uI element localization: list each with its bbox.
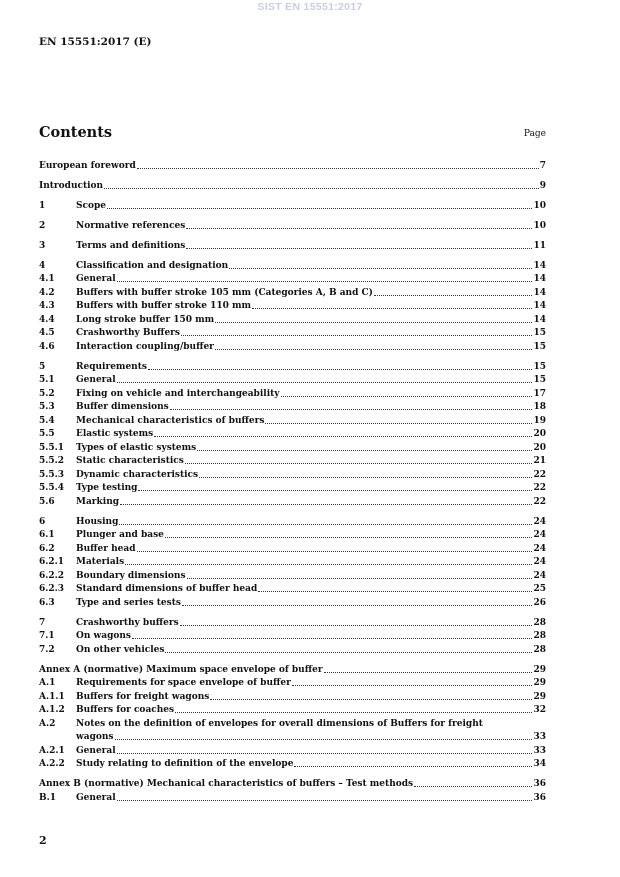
toc-entry-title: Buffer dimensions (76, 402, 169, 412)
toc-entry[interactable] (39, 258, 546, 272)
toc-entry-title: Fixing on vehicle and interchangeability (76, 388, 280, 399)
toc-entry-number: 6.2 (39, 543, 55, 554)
toc-leader-dots (117, 800, 533, 801)
toc-leader-dots (374, 295, 533, 296)
toc-entry-number: 6.1 (39, 530, 55, 540)
toc-entry-title: Long stroke buffer 150 mm (76, 314, 215, 325)
toc-entry-page: 15 (533, 375, 546, 385)
toc-entry-title: Type and series tests (76, 597, 181, 608)
toc-entry-page: 24 (533, 543, 546, 554)
toc-entry[interactable] (39, 676, 546, 690)
toc-entry-page: 18 (533, 402, 546, 412)
toc-leader-dots (258, 591, 532, 592)
toc-entry-number: 5.5.3 (39, 469, 65, 480)
toc-leader-dots (137, 168, 539, 169)
toc-entry-title: Mechanical characteristics of buffers (76, 415, 265, 426)
toc-leader-dots (292, 685, 533, 686)
toc-entry-number: 5.5.4 (39, 483, 65, 493)
toc-entry[interactable] (39, 467, 546, 481)
toc-entry[interactable] (39, 413, 546, 427)
toc-leader-dots (137, 551, 533, 552)
toc-entry-page: 28 (533, 631, 546, 641)
toc-entry-page: 14 (533, 301, 546, 311)
toc-entry[interactable] (39, 595, 546, 609)
toc-leader-dots (182, 605, 533, 606)
toc-entry-title: Notes on the definition of envelopes for overall dimensions of Buffers for freight (76, 718, 483, 729)
toc-entry[interactable] (39, 528, 546, 542)
toc-entry-page: 15 (533, 361, 546, 372)
toc-entry-number: 1 (39, 200, 46, 211)
document-id: EN 15551:2017 (E) (39, 36, 152, 48)
toc-leader-dots (210, 699, 532, 700)
toc-entry-page: 24 (533, 516, 546, 527)
toc-entry-page: 19 (533, 415, 546, 426)
toc-entry[interactable] (39, 716, 546, 730)
toc-entry-page: 26 (533, 597, 546, 608)
toc-entry-title: Elastic systems (76, 429, 154, 439)
toc-entry-title: Introduction (39, 180, 104, 191)
toc-entry[interactable] (39, 757, 546, 771)
toc-entry-title: Static characteristics (76, 456, 184, 466)
toc-entry-page: 29 (533, 678, 546, 688)
toc-entry-page: 25 (533, 584, 546, 594)
toc-entry-page: 29 (533, 664, 546, 675)
toc-entry-number: B.1 (39, 792, 57, 803)
toc-leader-dots (175, 712, 532, 713)
toc-leader-dots (186, 248, 532, 249)
toc-entry-number: 6.2.1 (39, 557, 65, 567)
toc-leader-dots (125, 564, 532, 565)
toc-entry-page: 29 (533, 691, 546, 702)
toc-leader-dots (107, 208, 532, 209)
toc-leader-dots (138, 490, 532, 491)
toc-entry-page: 36 (533, 792, 546, 803)
toc-entry-number: 4.2 (39, 287, 55, 298)
toc-entry-number: 4.4 (39, 314, 55, 325)
toc-entry-title: General (76, 274, 116, 284)
toc-leader-dots (117, 753, 533, 754)
toc-entry[interactable] (39, 454, 546, 468)
toc-entry-number: 6.2.3 (39, 584, 65, 594)
toc-entry-number: 4 (39, 260, 46, 271)
toc-entry-title: Requirements for space envelope of buffer (76, 678, 291, 688)
toc-entry-page: 33 (533, 745, 546, 756)
toc-entry-page: 10 (533, 200, 546, 211)
toc-entry[interactable] (39, 427, 546, 441)
toc-leader-dots (117, 382, 533, 383)
page-number: 2 (39, 834, 47, 847)
toc-entry-page: 24 (533, 530, 546, 540)
toc-leader-dots (185, 463, 533, 464)
toc-entry[interactable] (39, 642, 546, 656)
toc-entry-number: A.1.2 (39, 705, 65, 715)
toc-entry-page: 14 (533, 274, 546, 284)
toc-entry-page: 11 (533, 240, 546, 251)
page-column-label: Page (523, 129, 546, 139)
toc-entry-page: 10 (533, 220, 546, 231)
toc-entry-title: General (76, 375, 116, 385)
toc-leader-dots (294, 766, 532, 767)
toc-entry-number: 6.2.2 (39, 570, 65, 581)
toc-entry-number: 3 (39, 240, 46, 251)
toc-entry-number: 4.5 (39, 328, 55, 338)
toc-entry[interactable] (39, 494, 546, 508)
toc-leader-dots (197, 450, 532, 451)
contents-heading: Contents (39, 124, 113, 141)
toc-entry-title: General (76, 745, 116, 756)
toc-entry-page: 21 (533, 456, 546, 466)
toc-entry-title: Buffer head (76, 543, 136, 554)
watermark: SIST EN 15551:2017 (257, 1, 363, 13)
toc-entry-page: 22 (533, 483, 546, 493)
toc-entry-page: 22 (533, 469, 546, 480)
toc-entry[interactable] (39, 312, 546, 326)
toc-leader-dots (252, 308, 532, 309)
toc-entry-number: A.2.2 (39, 759, 65, 769)
toc-entry-title: Crashworthy Buffers (76, 328, 180, 338)
toc-leader-dots (154, 436, 532, 437)
toc-entry-page: 32 (533, 705, 546, 715)
toc-entry[interactable] (39, 689, 546, 703)
toc-leader-dots (186, 228, 532, 229)
toc-entry-number: 4.3 (39, 301, 55, 311)
toc-entry-title: Buffers for coaches (76, 705, 175, 715)
toc-entry-title: Crashworthy buffers (76, 617, 179, 628)
toc-leader-dots (117, 281, 533, 282)
toc-leader-dots (180, 625, 533, 626)
toc-entry[interactable] (39, 400, 546, 414)
toc-leader-dots (281, 396, 533, 397)
toc-entry-page: 22 (533, 496, 546, 507)
toc-entry-number: A.2 (39, 718, 56, 729)
toc-entry-title: Terms and definitions (76, 240, 186, 251)
toc-entry-title: Requirements (76, 361, 147, 372)
toc-entry[interactable] (39, 662, 546, 676)
toc-entry[interactable] (39, 326, 546, 340)
toc-leader-dots (148, 369, 533, 370)
toc-entry-page: 14 (533, 260, 546, 271)
toc-entry-number: 5.1 (39, 375, 55, 385)
toc-entry-page: 7 (539, 160, 546, 171)
toc-entry[interactable] (39, 582, 546, 596)
toc-entry[interactable] (39, 514, 546, 528)
toc-entry-title: Buffers for freight wagons (76, 691, 210, 702)
toc-entry-page: 24 (533, 557, 546, 567)
toc-leader-dots (181, 335, 532, 336)
toc-entry-number: 7.1 (39, 631, 55, 641)
toc-entry-number: 5.6 (39, 496, 55, 507)
toc-entry-title: Normative references (76, 220, 186, 231)
toc-leader-dots (132, 638, 532, 639)
toc-entry-number: 5 (39, 361, 46, 372)
toc-entry[interactable] (39, 299, 546, 313)
toc-entry-title: Classification and designation (76, 260, 229, 271)
toc-entry-page: 17 (533, 388, 546, 399)
toc-entry[interactable] (39, 568, 546, 582)
toc-entry-number: 7 (39, 617, 46, 628)
toc-entry[interactable] (39, 615, 546, 629)
toc-entry-title: Study relating to definition of the envelope (76, 759, 294, 769)
toc-leader-dots (119, 524, 532, 525)
toc-entry-title: Buffers with buffer stroke 105 mm (Categories A, B and C) (76, 287, 373, 298)
toc-entry-number: 5.4 (39, 415, 55, 426)
toc-entry-title: Buffers with buffer stroke 110 mm (76, 301, 252, 311)
toc-entry[interactable] (39, 373, 546, 387)
toc-leader-dots (324, 672, 533, 673)
toc-entry-page: 14 (533, 287, 546, 298)
toc-entry-title: European foreword (39, 160, 136, 171)
toc-entry[interactable] (39, 178, 546, 192)
toc-entry-page: 14 (533, 314, 546, 325)
toc-entry-number: 5.2 (39, 388, 55, 399)
toc-entry-title: Annex B (normative) Mechanical characteristics of buffers – Test methods (39, 779, 414, 789)
toc-entry-number: 5.5 (39, 429, 55, 439)
toc-leader-dots (104, 188, 539, 189)
toc-entry-number: A.2.1 (39, 745, 65, 756)
toc-entry[interactable] (39, 238, 546, 252)
toc-leader-dots (115, 739, 533, 740)
toc-entry-page: 15 (533, 341, 546, 352)
toc-entry[interactable] (39, 440, 546, 454)
toc-leader-dots (165, 537, 533, 538)
toc-entry[interactable] (39, 386, 546, 400)
toc-entry-page: 9 (539, 180, 546, 191)
toc-leader-dots (187, 578, 533, 579)
toc-entry[interactable] (39, 629, 546, 643)
toc-entry-title: Dynamic characteristics (76, 469, 199, 480)
toc-entry[interactable] (39, 703, 546, 717)
toc-entry-title: Standard dimensions of buffer head (76, 584, 258, 594)
toc-entry[interactable] (39, 359, 546, 373)
toc-entry[interactable] (39, 285, 546, 299)
toc-entry-number: 5.5.1 (39, 442, 65, 453)
toc-entry[interactable] (39, 158, 546, 172)
toc-entry[interactable] (39, 272, 546, 286)
table-of-contents (39, 158, 546, 804)
toc-entry-page: 20 (533, 442, 546, 453)
toc-entry-title: Boundary dimensions (76, 570, 186, 581)
toc-entry-page: 24 (533, 570, 546, 581)
toc-leader-dots (215, 322, 532, 323)
toc-entry[interactable] (39, 198, 546, 212)
toc-entry[interactable] (39, 555, 546, 569)
toc-leader-dots (265, 423, 532, 424)
toc-entry-title: Plunger and base (76, 530, 164, 540)
toc-entry-title: Scope (76, 200, 107, 211)
toc-entry[interactable] (39, 218, 546, 232)
toc-entry-number: 6 (39, 516, 46, 527)
toc-leader-dots (170, 409, 533, 410)
toc-entry-number: 6.3 (39, 597, 55, 608)
toc-entry-page: 28 (533, 644, 546, 655)
toc-entry-page: 28 (533, 617, 546, 628)
toc-leader-dots (229, 268, 532, 269)
toc-entry[interactable] (39, 541, 546, 555)
toc-entry-number: A.1.1 (39, 691, 65, 702)
toc-entry-title: Marking (76, 496, 120, 507)
toc-entry-title: Types of elastic systems (76, 442, 197, 453)
toc-entry-title: Housing (76, 516, 119, 527)
toc-entry[interactable] (39, 777, 546, 791)
toc-entry-title: On wagons (76, 631, 132, 641)
toc-entry-page: 15 (533, 328, 546, 338)
toc-leader-dots (215, 349, 533, 350)
toc-entry-title: Interaction coupling/buffer (76, 341, 214, 352)
toc-entry-title-continued: wagons (76, 732, 114, 742)
toc-entry-number: 5.5.2 (39, 456, 65, 466)
toc-entry-continuation[interactable] (39, 730, 546, 744)
toc-entry-number: 2 (39, 220, 46, 231)
toc-entry-number: A.1 (39, 678, 56, 688)
toc-entry[interactable] (39, 339, 546, 353)
toc-leader-dots (165, 652, 532, 653)
toc-entry-title: Materials (76, 557, 125, 567)
toc-entry-page: 20 (533, 429, 546, 439)
toc-entry[interactable] (39, 481, 546, 495)
toc-entry-page: 36 (533, 779, 546, 789)
toc-entry-number: 7.2 (39, 644, 55, 655)
toc-entry-title: Type testing (76, 483, 138, 493)
toc-entry-number: 4.1 (39, 274, 55, 284)
toc-leader-dots (199, 477, 532, 478)
toc-entry[interactable] (39, 790, 546, 804)
toc-entry-title: General (76, 792, 116, 803)
toc-entry-number: 4.6 (39, 341, 55, 352)
toc-entry-title: On other vehicles (76, 644, 165, 655)
toc-leader-dots (414, 786, 532, 787)
toc-entry-title: Annex A (normative) Maximum space envelope of buffer (39, 664, 323, 675)
toc-entry[interactable] (39, 743, 546, 757)
toc-entry-page: 34 (533, 759, 546, 769)
toc-leader-dots (120, 504, 532, 505)
toc-entry-page: 33 (533, 732, 546, 742)
toc-entry-number: 5.3 (39, 402, 55, 412)
